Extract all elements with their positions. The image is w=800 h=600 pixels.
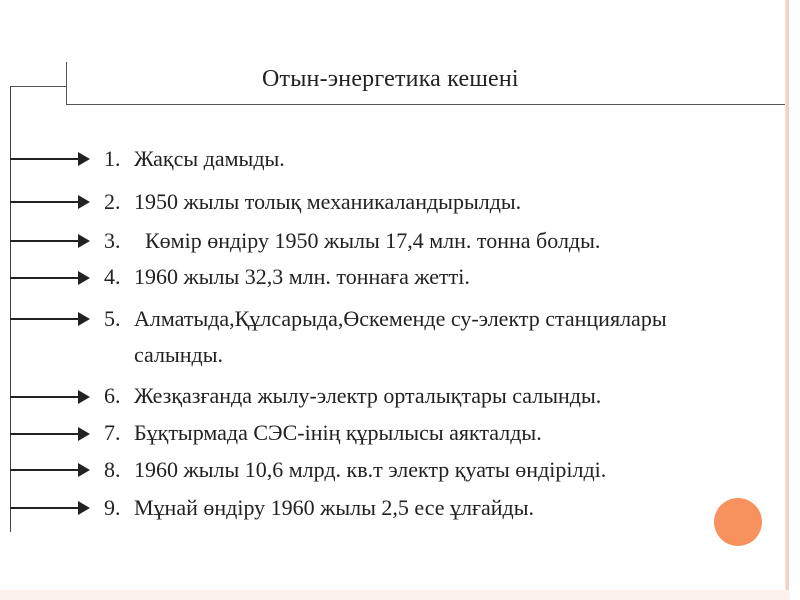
list-item [104, 381, 601, 411]
item-text: Жақсы дамыды. [134, 146, 285, 171]
arrow-icon [10, 396, 88, 398]
item-text: 1950 жылы толық механикаландырылды. [134, 189, 522, 214]
item-number: 6. [104, 383, 121, 408]
item-text-continuation: салынды. [134, 342, 223, 367]
item-text: 1960 жылы 32,3 млн. тоннаға жетті. [134, 264, 470, 289]
left-vertical-line [10, 86, 11, 532]
decorative-circle [714, 498, 762, 546]
list-item [104, 187, 521, 217]
list-item [104, 262, 470, 292]
arrow-icon [10, 201, 88, 203]
arrow-icon [10, 277, 88, 279]
item-text: 1960 жылы 10,6 млрд. кв.т электр қуаты өндірілді. [134, 457, 607, 482]
list-item [104, 144, 285, 174]
item-number: 8. [104, 457, 121, 482]
item-text: Көмір өндіру 1950 жылы 17,4 млн. тонна болды. [134, 228, 601, 253]
item-text: Бұқтырмада СЭС-інің құрылысы аякталды. [134, 420, 542, 445]
item-number: 1. [104, 146, 121, 171]
list-item [104, 418, 542, 448]
item-number: 4. [104, 264, 121, 289]
item-text: Мұнай өндіру 1960 жылы 2,5 есе ұлғайды. [134, 495, 535, 520]
list-item [104, 455, 606, 485]
arrow-icon [10, 507, 88, 509]
arrow-icon [10, 240, 88, 242]
list-item [104, 226, 600, 256]
list-item [104, 493, 534, 523]
slide-bottom-band [0, 590, 790, 600]
slide-title: Отын-энергетика кешені [262, 66, 519, 92]
item-number: 3. [104, 228, 121, 253]
list-item [104, 304, 667, 334]
title-connector-line [10, 86, 66, 87]
item-number: 7. [104, 420, 121, 445]
arrow-icon [10, 433, 88, 435]
item-text: Алматыда,Құлсарыда,Өскеменде су-электр станциялары [134, 306, 667, 331]
arrow-icon [10, 318, 88, 320]
arrow-icon [10, 469, 88, 471]
item-number: 5. [104, 306, 121, 331]
arrow-icon [10, 158, 88, 160]
item-text: Жезқазғанда жылу-электр орталықтары салынды. [134, 383, 602, 408]
item-number: 2. [104, 189, 121, 214]
item-number: 9. [104, 495, 121, 520]
